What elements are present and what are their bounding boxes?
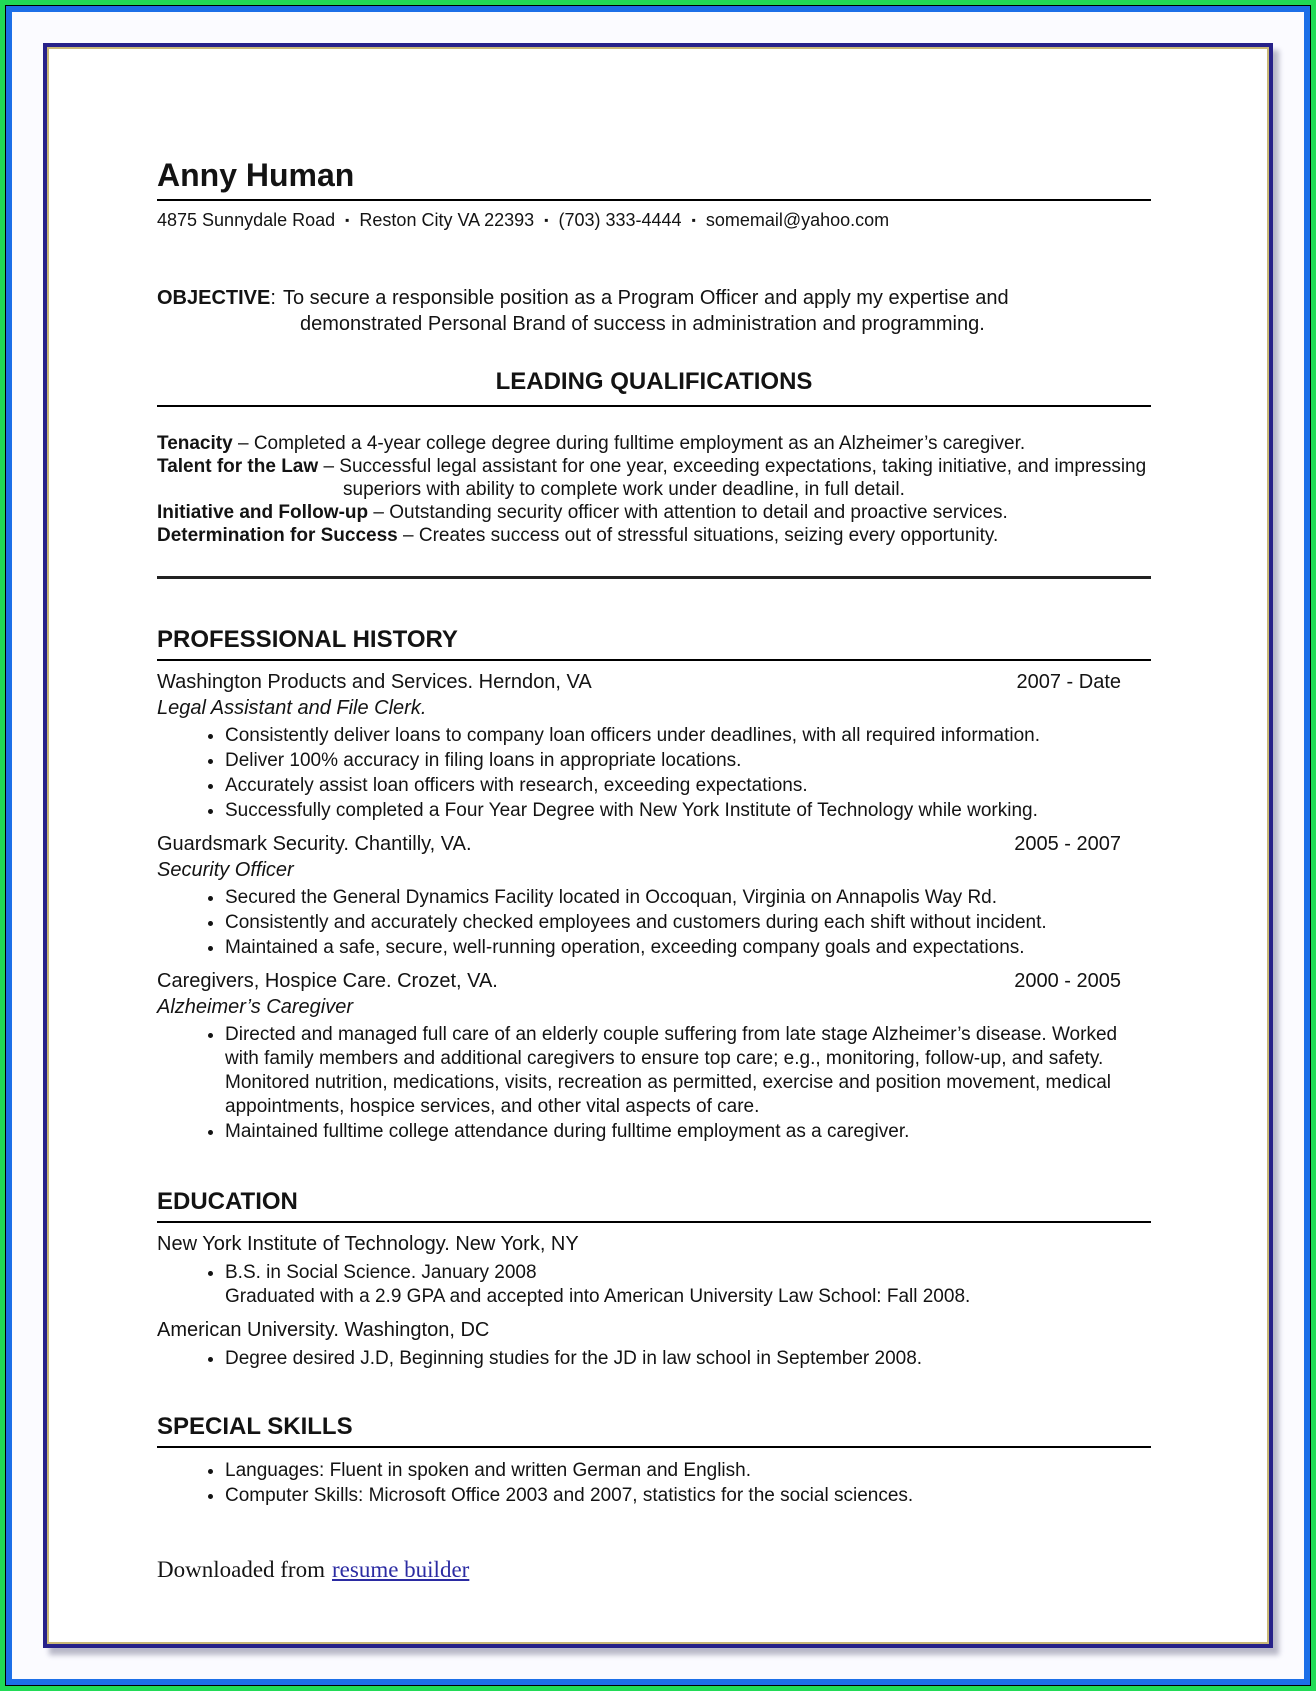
contact-address: 4875 Sunnydale Road <box>157 210 336 230</box>
education-bullet: • Degree desired J.D, Beginning studies for the JD in law school in September 2008. <box>225 1347 1151 1371</box>
history-heading: PROFESSIONAL HISTORY <box>157 626 1151 661</box>
job-bullet: • Deliver 100% accuracy in filing loans in appropriate locations. <box>225 749 1151 773</box>
skill-item: • Languages: Fluent in spoken and written German and English. <box>225 1458 1151 1483</box>
education-bullet-list <box>157 1261 1151 1285</box>
job-bullet: • Maintained fulltime college attendance during fulltime employment as a caregiver. <box>225 1120 1151 1144</box>
square-separator-icon: ▪ <box>544 213 549 227</box>
contact-city: Reston City VA 22393 <box>359 210 535 230</box>
resume-builder-link[interactable]: resume builder <box>332 1557 470 1582</box>
education-entry <box>157 1232 1151 1309</box>
job-dates: 2000 - 2005 <box>1014 970 1121 992</box>
contact-email: somemail@yahoo.com <box>705 210 890 230</box>
job-bullet: • Maintained a safe, secure, well-running operation, exceeding company goals and expectations. <box>225 936 1151 960</box>
square-separator-icon: ▪ <box>691 213 696 227</box>
objective-label: OBJECTIVE: <box>157 287 276 309</box>
job-bullet-list <box>157 724 1151 823</box>
job-title: Legal Assistant and File Clerk. <box>157 697 427 719</box>
job-dates: 2005 - 2007 <box>1014 833 1121 855</box>
square-separator-icon: ▪ <box>345 213 350 227</box>
job-bullet: • Directed and managed full care of an elderly couple suffering from late stage Alzheimer’s disease. Worked with family members and additional caregivers to ensure top care; e.g., monitoring, follow-up, and safety. Monitored nutrition, medications, visits, recreation as permitted, exercise and position movement, medical appointments, hospice services, and other vital aspects of care. <box>225 1023 1151 1119</box>
skills-list <box>157 1458 1151 1508</box>
school-name: American University. Washington, DC <box>157 1319 490 1341</box>
page-frame-blue <box>6 6 1310 1685</box>
job-bullet: • Successfully completed a Four Year Degree with New York Institute of Technology while working. <box>225 799 1151 823</box>
job-company: Guardsmark Security. Chantilly, VA. <box>157 833 472 855</box>
person-name: Anny Human <box>157 157 355 193</box>
education-bullet-list <box>157 1347 1151 1371</box>
job-entry <box>157 832 1151 960</box>
education-bullet: • B.S. in Social Science. January 2008 <box>225 1261 1151 1285</box>
job-bullet: • Consistently deliver loans to company loan officers under deadlines, with all required information. <box>225 724 1151 748</box>
job-entry <box>157 969 1151 1144</box>
qualification-item: Tenacity – Completed a 4-year college degree during fulltime employment as an Alzheimer’s caregiver. <box>157 433 1026 454</box>
education-heading: EDUCATION <box>157 1188 1151 1223</box>
skills-heading: SPECIAL SKILLS <box>157 1413 1151 1448</box>
objective-text <box>283 285 1009 337</box>
job-header <box>157 670 1151 695</box>
education-entry <box>157 1318 1151 1371</box>
resume-document <box>49 49 1267 1642</box>
skill-item: • Computer Skills: Microsoft Office 2003 and 2007, statistics for the social sciences. <box>225 1483 1151 1508</box>
header-name-block <box>157 156 1151 201</box>
contact-phone: (703) 333-4444 <box>558 210 682 230</box>
job-company: Caregivers, Hospice Care. Crozet, VA. <box>157 970 498 992</box>
education-note: Graduated with a 2.9 GPA and accepted into American University Law School: Fall 2008. <box>225 1286 971 1307</box>
qualifications-list <box>157 432 1151 547</box>
qualification-item: Talent for the Law – Successful legal assistant for one year, exceeding expectations, taking initiative, and impressing superiors with ability to complete work under deadline, in full detail. <box>157 456 1147 500</box>
job-bullet-list <box>157 886 1151 960</box>
objective-line-1: To secure a responsible position as a Program Officer and apply my expertise and <box>283 287 1009 309</box>
job-title: Security Officer <box>157 859 294 881</box>
job-bullet: • Consistently and accurately checked employees and customers during each shift without incident. <box>225 911 1151 935</box>
school-name: New York Institute of Technology. New York, NY <box>157 1233 579 1255</box>
objective-line-2: demonstrated Personal Brand of success in administration and programming. <box>300 313 985 335</box>
job-entry <box>157 670 1151 823</box>
objective-section <box>157 285 1151 337</box>
job-header <box>157 832 1151 857</box>
job-title: Alzheimer’s Caregiver <box>157 996 353 1018</box>
job-company: Washington Products and Services. Herndon, VA <box>157 671 592 693</box>
footer-prefix: Downloaded from <box>157 1557 325 1582</box>
download-attribution <box>157 1557 1151 1583</box>
job-dates: 2007 - Date <box>1016 671 1121 693</box>
page-frame-margin <box>12 12 1304 1679</box>
qualifications-heading: LEADING QUALIFICATIONS <box>157 368 1151 407</box>
job-header <box>157 969 1151 994</box>
horizontal-divider <box>157 576 1151 579</box>
page-frame-tan <box>47 47 1269 1644</box>
contact-line <box>157 209 1151 231</box>
qualification-item: Initiative and Follow-up – Outstanding security officer with attention to detail and proactive services. <box>157 502 1008 523</box>
job-bullet: • Accurately assist loan officers with research, exceeding expectations. <box>225 774 1151 798</box>
job-bullet-list <box>157 1023 1151 1144</box>
qualification-item: Determination for Success – Creates success out of stressful situations, seizing every opportunity. <box>157 525 999 546</box>
page-frame-black <box>5 5 1311 1686</box>
page-frame-navy <box>43 43 1273 1648</box>
job-bullet: • Secured the General Dynamics Facility located in Occoquan, Virginia on Annapolis Way Rd. <box>225 886 1151 910</box>
